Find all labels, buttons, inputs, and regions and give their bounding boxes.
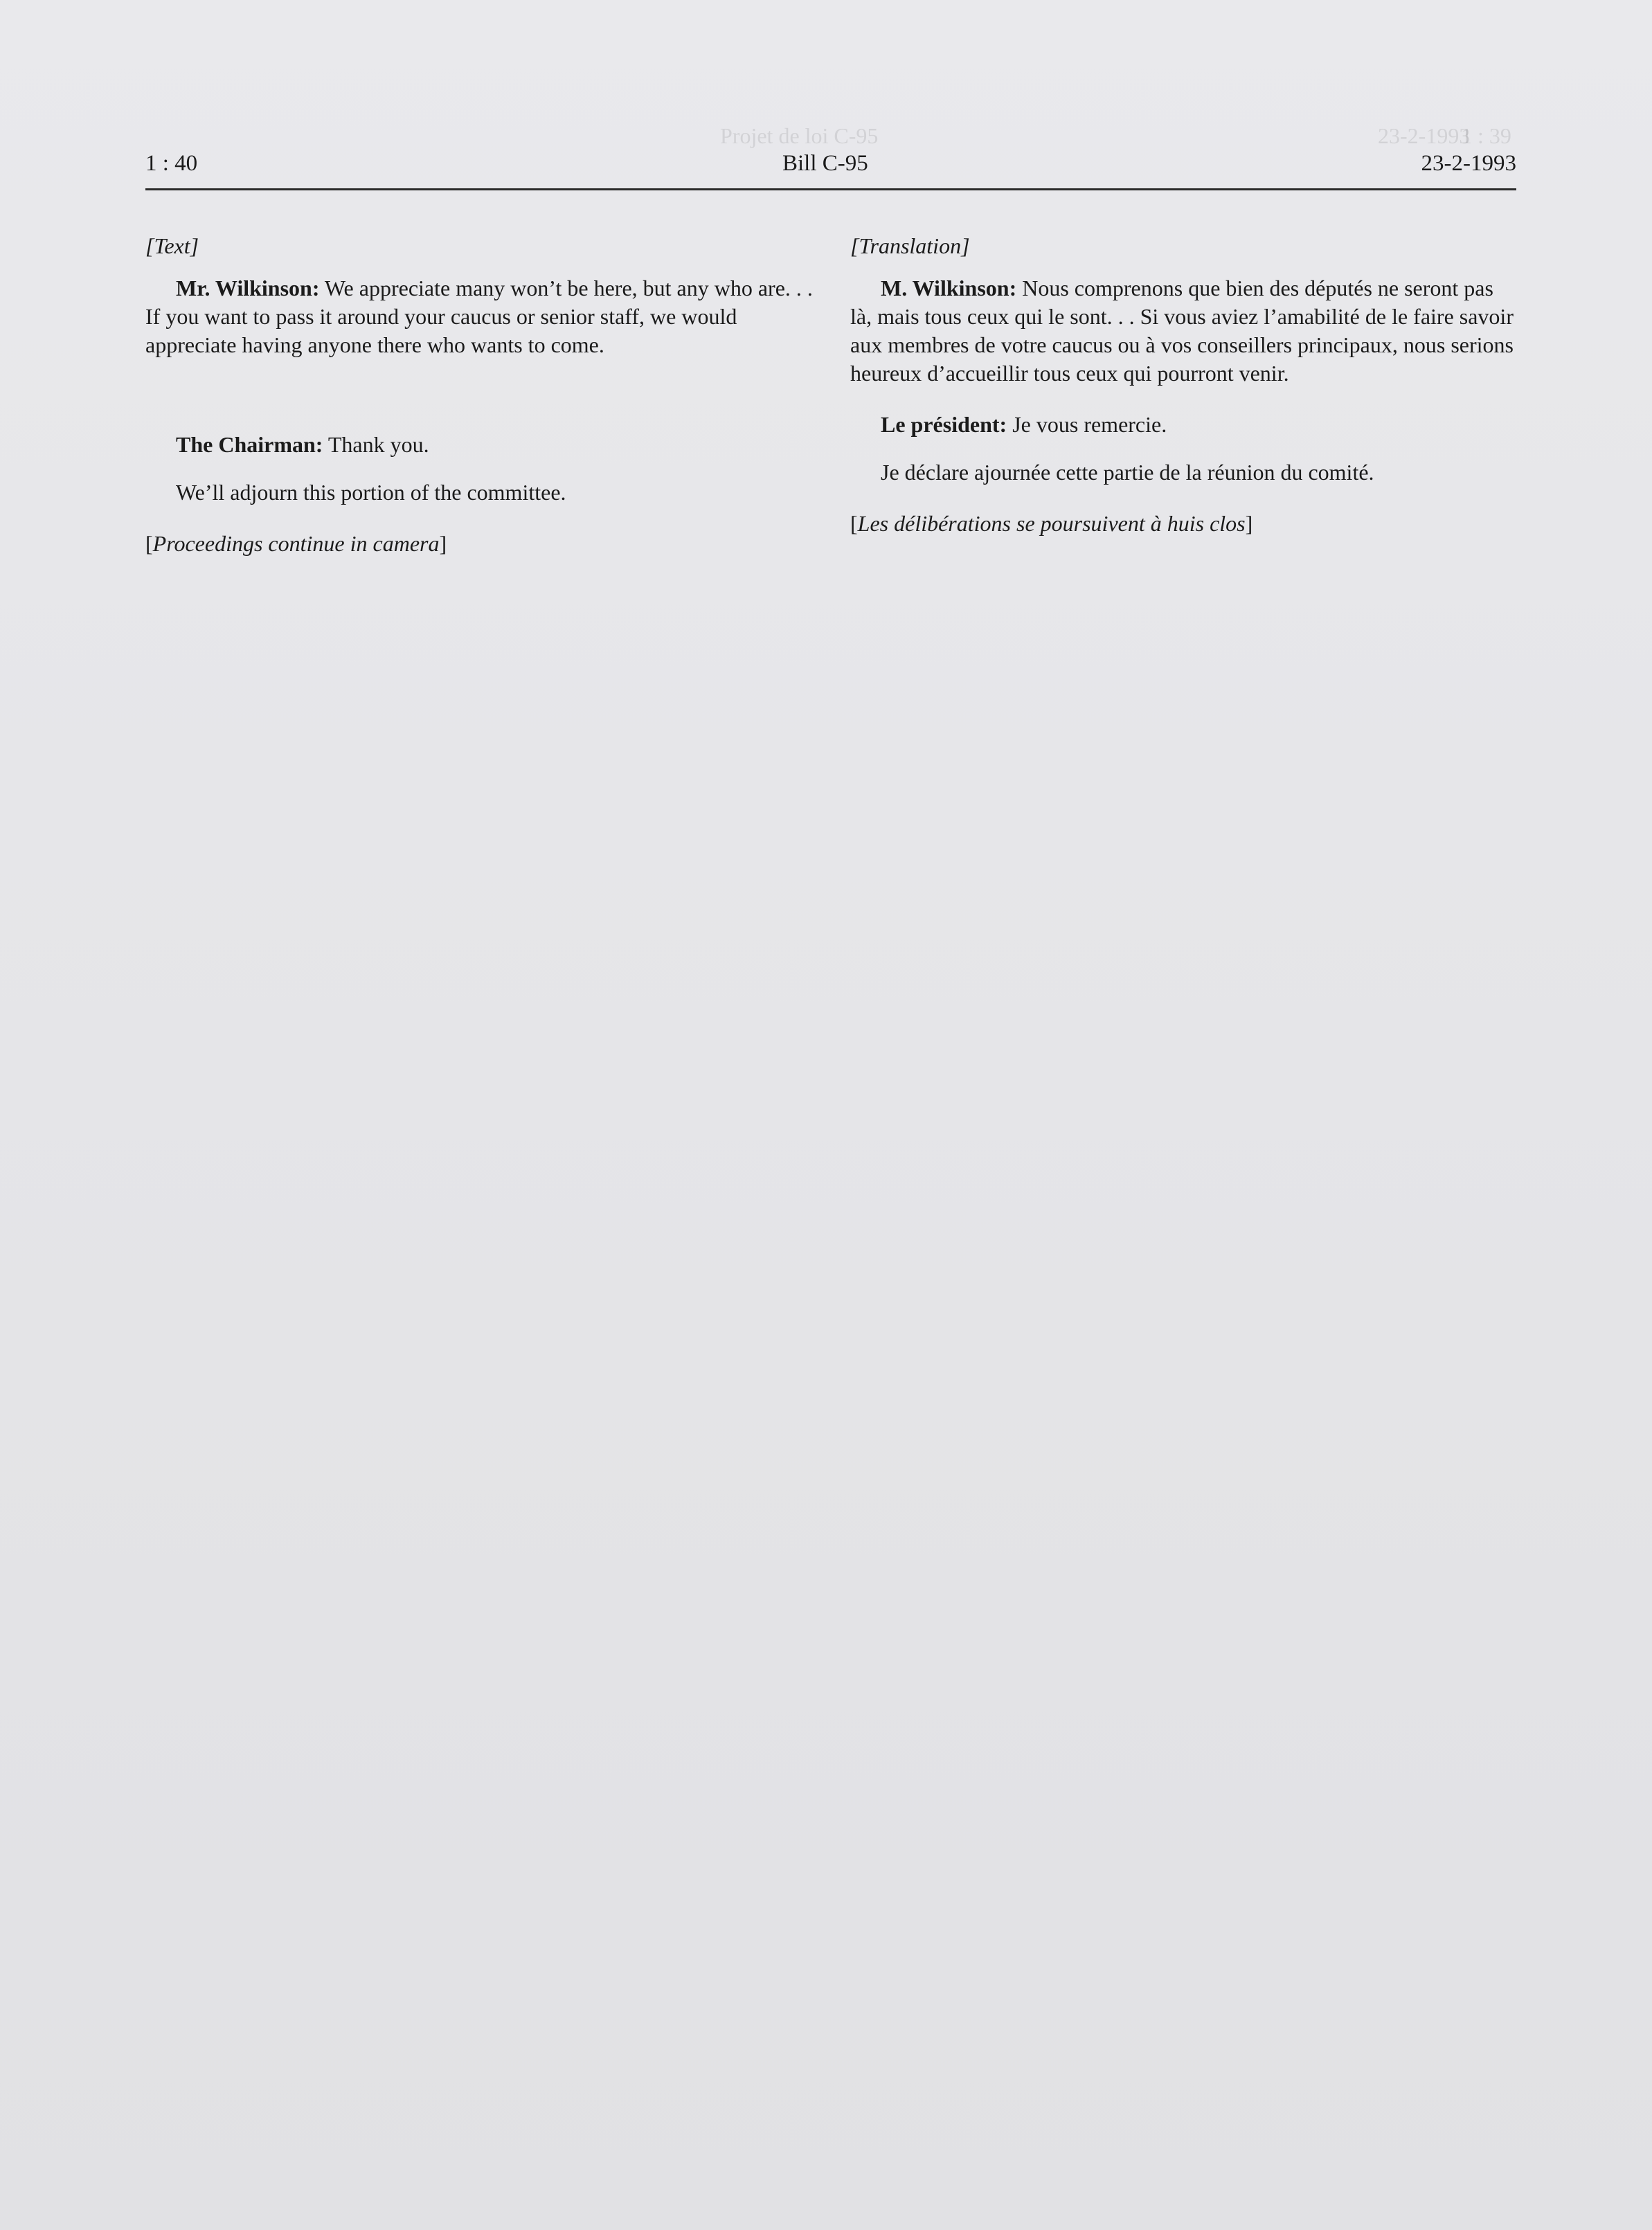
speech-chairman-en	[145, 431, 820, 459]
page-number: 1 : 40	[145, 151, 198, 176]
bill-title: Bill C-95	[782, 151, 868, 176]
speech-text: Thank you.	[323, 432, 429, 457]
proceedings-note-fr: [Les délibérations se poursuivent à huis clos]	[850, 511, 1253, 536]
adjourn-statement-fr: Je déclare ajournée cette partie de la réunion du comité.	[881, 460, 1374, 485]
french-column	[850, 232, 1520, 538]
speaker-name: Mr. Wilkinson:	[176, 276, 320, 300]
translation-tag: [Translation]	[850, 233, 970, 258]
running-header	[145, 151, 1516, 186]
speech-wilkinson-fr	[850, 274, 1520, 388]
speaker-name: The Chairman:	[176, 432, 323, 457]
proceedings-note-text: Proceedings continue in camera	[152, 531, 440, 556]
bleed-through-header-center: Projet de loi C-95	[720, 123, 879, 148]
speaker-name: Le président:	[881, 412, 1007, 437]
proceedings-note-text: Les délibérations se poursuivent à huis clos	[857, 511, 1246, 536]
english-column	[145, 232, 820, 558]
sitting-date: 23-2-1993	[1421, 151, 1516, 176]
speech-text: We appreciate many won’t be here, but any who are. . . If you want to pass it around your caucus or senior staff, we would appreciate having anyone there who wants to come.	[145, 276, 813, 357]
translation-tag-label: Translation	[859, 233, 962, 258]
bleed-through-header-left: 23-2-1993	[1378, 123, 1471, 148]
proceedings-note-en: [Proceedings continue in camera]	[145, 531, 447, 556]
speech-text: Je vous remercie.	[1007, 412, 1167, 437]
speech-wilkinson-en	[145, 274, 820, 359]
header-rule	[145, 188, 1516, 190]
text-tag-label: Text	[154, 233, 190, 258]
speaker-name: M. Wilkinson:	[881, 276, 1017, 300]
adjourn-statement-en: We’ll adjourn this portion of the committee.	[176, 480, 566, 505]
speech-text: Nous comprenons que bien des députés ne seront pas là, mais tous ceux qui le sont. . . Si vous aviez l’amabilité de le faire savoir aux membres de votre caucus ou à vos conseillers principaux, nous serions heureux d’accueillir tous ceux qui pourront venir.	[850, 276, 1514, 386]
paragraph-gap	[145, 382, 820, 431]
bleed-through-header-right: 1 : 39	[1461, 123, 1511, 148]
text-tag: [Text]	[145, 233, 199, 258]
speech-president-fr	[850, 411, 1520, 439]
